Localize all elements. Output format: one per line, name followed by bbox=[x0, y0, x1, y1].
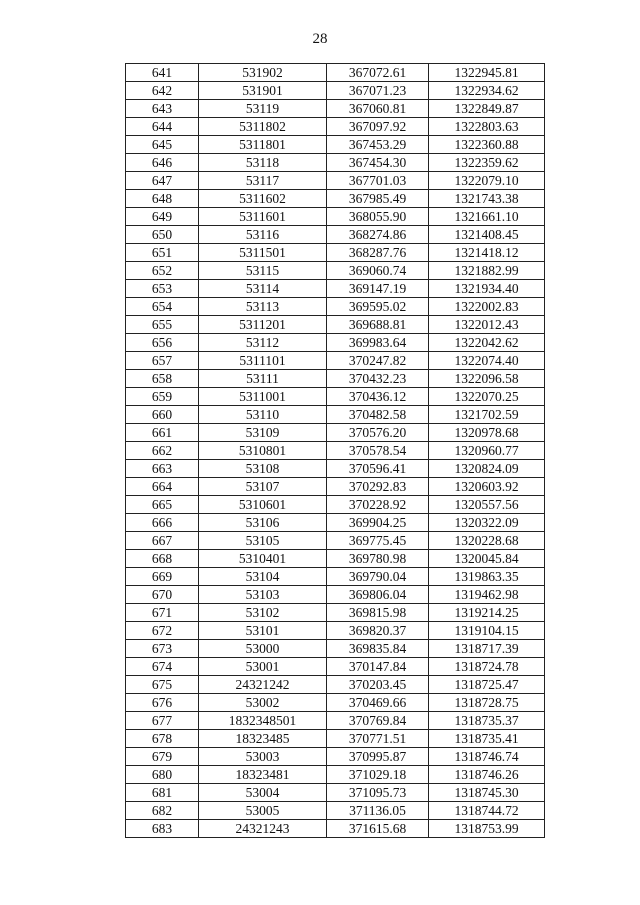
x-coordinate-cell: 368274.86 bbox=[327, 226, 429, 244]
y-coordinate-cell: 1322002.83 bbox=[429, 298, 545, 316]
x-coordinate-cell: 369904.25 bbox=[327, 514, 429, 532]
point-id-cell: 5311802 bbox=[199, 118, 327, 136]
y-coordinate-cell: 1319104.15 bbox=[429, 622, 545, 640]
row-number-cell: 671 bbox=[126, 604, 199, 622]
y-coordinate-cell: 1318745.30 bbox=[429, 784, 545, 802]
x-coordinate-cell: 368055.90 bbox=[327, 208, 429, 226]
y-coordinate-cell: 1322360.88 bbox=[429, 136, 545, 154]
table-row bbox=[126, 784, 545, 802]
row-number-cell: 647 bbox=[126, 172, 199, 190]
point-id-cell: 53002 bbox=[199, 694, 327, 712]
x-coordinate-cell: 369595.02 bbox=[327, 298, 429, 316]
y-coordinate-cell: 1318725.47 bbox=[429, 676, 545, 694]
row-number-cell: 643 bbox=[126, 100, 199, 118]
table-row bbox=[126, 514, 545, 532]
y-coordinate-cell: 1322042.62 bbox=[429, 334, 545, 352]
x-coordinate-cell: 370203.45 bbox=[327, 676, 429, 694]
x-coordinate-cell: 371029.18 bbox=[327, 766, 429, 784]
y-coordinate-cell: 1322070.25 bbox=[429, 388, 545, 406]
x-coordinate-cell: 371136.05 bbox=[327, 802, 429, 820]
y-coordinate-cell: 1320603.92 bbox=[429, 478, 545, 496]
x-coordinate-cell: 370228.92 bbox=[327, 496, 429, 514]
x-coordinate-cell: 369815.98 bbox=[327, 604, 429, 622]
point-id-cell: 53106 bbox=[199, 514, 327, 532]
point-id-cell: 53116 bbox=[199, 226, 327, 244]
x-coordinate-cell: 368287.76 bbox=[327, 244, 429, 262]
y-coordinate-cell: 1321743.38 bbox=[429, 190, 545, 208]
point-id-cell: 5310401 bbox=[199, 550, 327, 568]
point-id-cell: 53001 bbox=[199, 658, 327, 676]
row-number-cell: 652 bbox=[126, 262, 199, 280]
y-coordinate-cell: 1319462.98 bbox=[429, 586, 545, 604]
point-id-cell: 53108 bbox=[199, 460, 327, 478]
x-coordinate-cell: 370147.84 bbox=[327, 658, 429, 676]
table-row bbox=[126, 370, 545, 388]
row-number-cell: 646 bbox=[126, 154, 199, 172]
x-coordinate-cell: 370469.66 bbox=[327, 694, 429, 712]
y-coordinate-cell: 1318735.41 bbox=[429, 730, 545, 748]
point-id-cell: 531901 bbox=[199, 82, 327, 100]
table-row bbox=[126, 604, 545, 622]
row-number-cell: 641 bbox=[126, 64, 199, 82]
y-coordinate-cell: 1318728.75 bbox=[429, 694, 545, 712]
table-row bbox=[126, 154, 545, 172]
row-number-cell: 644 bbox=[126, 118, 199, 136]
x-coordinate-cell: 367060.81 bbox=[327, 100, 429, 118]
point-id-cell: 53107 bbox=[199, 478, 327, 496]
y-coordinate-cell: 1321418.12 bbox=[429, 244, 545, 262]
x-coordinate-cell: 369688.81 bbox=[327, 316, 429, 334]
row-number-cell: 655 bbox=[126, 316, 199, 334]
table-row bbox=[126, 766, 545, 784]
point-id-cell: 53005 bbox=[199, 802, 327, 820]
row-number-cell: 678 bbox=[126, 730, 199, 748]
x-coordinate-cell: 367985.49 bbox=[327, 190, 429, 208]
coordinates-table bbox=[125, 63, 545, 838]
page-number: 28 bbox=[312, 31, 328, 47]
table-row bbox=[126, 334, 545, 352]
y-coordinate-cell: 1322359.62 bbox=[429, 154, 545, 172]
x-coordinate-cell: 370436.12 bbox=[327, 388, 429, 406]
y-coordinate-cell: 1320322.09 bbox=[429, 514, 545, 532]
point-id-cell: 53101 bbox=[199, 622, 327, 640]
table-row bbox=[126, 298, 545, 316]
coordinates-table-body bbox=[126, 64, 545, 838]
table-row bbox=[126, 406, 545, 424]
y-coordinate-cell: 1319214.25 bbox=[429, 604, 545, 622]
table-row bbox=[126, 442, 545, 460]
table-row bbox=[126, 190, 545, 208]
point-id-cell: 1832348501 bbox=[199, 712, 327, 730]
table-row bbox=[126, 262, 545, 280]
x-coordinate-cell: 369060.74 bbox=[327, 262, 429, 280]
table-row bbox=[126, 208, 545, 226]
x-coordinate-cell: 371615.68 bbox=[327, 820, 429, 838]
x-coordinate-cell: 367071.23 bbox=[327, 82, 429, 100]
point-id-cell: 5311801 bbox=[199, 136, 327, 154]
x-coordinate-cell: 369147.19 bbox=[327, 280, 429, 298]
y-coordinate-cell: 1320824.09 bbox=[429, 460, 545, 478]
row-number-cell: 683 bbox=[126, 820, 199, 838]
point-id-cell: 18323481 bbox=[199, 766, 327, 784]
y-coordinate-cell: 1321882.99 bbox=[429, 262, 545, 280]
y-coordinate-cell: 1318735.37 bbox=[429, 712, 545, 730]
table-row bbox=[126, 100, 545, 118]
table-row bbox=[126, 316, 545, 334]
table-row bbox=[126, 226, 545, 244]
point-id-cell: 24321242 bbox=[199, 676, 327, 694]
row-number-cell: 648 bbox=[126, 190, 199, 208]
table-row bbox=[126, 64, 545, 82]
table-row bbox=[126, 136, 545, 154]
row-number-cell: 667 bbox=[126, 532, 199, 550]
table-row bbox=[126, 172, 545, 190]
point-id-cell: 5311501 bbox=[199, 244, 327, 262]
row-number-cell: 676 bbox=[126, 694, 199, 712]
y-coordinate-cell: 1318746.26 bbox=[429, 766, 545, 784]
point-id-cell: 53119 bbox=[199, 100, 327, 118]
point-id-cell: 53103 bbox=[199, 586, 327, 604]
point-id-cell: 53004 bbox=[199, 784, 327, 802]
y-coordinate-cell: 1322096.58 bbox=[429, 370, 545, 388]
x-coordinate-cell: 370769.84 bbox=[327, 712, 429, 730]
row-number-cell: 658 bbox=[126, 370, 199, 388]
row-number-cell: 668 bbox=[126, 550, 199, 568]
point-id-cell: 24321243 bbox=[199, 820, 327, 838]
table-row bbox=[126, 352, 545, 370]
row-number-cell: 654 bbox=[126, 298, 199, 316]
row-number-cell: 656 bbox=[126, 334, 199, 352]
point-id-cell: 531902 bbox=[199, 64, 327, 82]
point-id-cell: 53110 bbox=[199, 406, 327, 424]
y-coordinate-cell: 1318744.72 bbox=[429, 802, 545, 820]
x-coordinate-cell: 367453.29 bbox=[327, 136, 429, 154]
point-id-cell: 53115 bbox=[199, 262, 327, 280]
y-coordinate-cell: 1321661.10 bbox=[429, 208, 545, 226]
x-coordinate-cell: 369780.98 bbox=[327, 550, 429, 568]
point-id-cell: 53003 bbox=[199, 748, 327, 766]
point-id-cell: 53118 bbox=[199, 154, 327, 172]
row-number-cell: 666 bbox=[126, 514, 199, 532]
table-row bbox=[126, 568, 545, 586]
point-id-cell: 53112 bbox=[199, 334, 327, 352]
y-coordinate-cell: 1318746.74 bbox=[429, 748, 545, 766]
table-row bbox=[126, 244, 545, 262]
table-row bbox=[126, 478, 545, 496]
y-coordinate-cell: 1318724.78 bbox=[429, 658, 545, 676]
x-coordinate-cell: 370247.82 bbox=[327, 352, 429, 370]
point-id-cell: 53109 bbox=[199, 424, 327, 442]
row-number-cell: 642 bbox=[126, 82, 199, 100]
y-coordinate-cell: 1320557.56 bbox=[429, 496, 545, 514]
row-number-cell: 662 bbox=[126, 442, 199, 460]
y-coordinate-cell: 1322074.40 bbox=[429, 352, 545, 370]
table-row bbox=[126, 424, 545, 442]
x-coordinate-cell: 369775.45 bbox=[327, 532, 429, 550]
row-number-cell: 649 bbox=[126, 208, 199, 226]
row-number-cell: 663 bbox=[126, 460, 199, 478]
y-coordinate-cell: 1321934.40 bbox=[429, 280, 545, 298]
y-coordinate-cell: 1320978.68 bbox=[429, 424, 545, 442]
y-coordinate-cell: 1322945.81 bbox=[429, 64, 545, 82]
x-coordinate-cell: 370596.41 bbox=[327, 460, 429, 478]
row-number-cell: 679 bbox=[126, 748, 199, 766]
point-id-cell: 53117 bbox=[199, 172, 327, 190]
y-coordinate-cell: 1322934.62 bbox=[429, 82, 545, 100]
point-id-cell: 5311601 bbox=[199, 208, 327, 226]
table-row bbox=[126, 460, 545, 478]
x-coordinate-cell: 370995.87 bbox=[327, 748, 429, 766]
point-id-cell: 5311602 bbox=[199, 190, 327, 208]
row-number-cell: 650 bbox=[126, 226, 199, 244]
row-number-cell: 657 bbox=[126, 352, 199, 370]
table-row bbox=[126, 802, 545, 820]
y-coordinate-cell: 1319863.35 bbox=[429, 568, 545, 586]
point-id-cell: 53105 bbox=[199, 532, 327, 550]
row-number-cell: 681 bbox=[126, 784, 199, 802]
x-coordinate-cell: 370482.58 bbox=[327, 406, 429, 424]
x-coordinate-cell: 369806.04 bbox=[327, 586, 429, 604]
table-row bbox=[126, 280, 545, 298]
row-number-cell: 682 bbox=[126, 802, 199, 820]
point-id-cell: 53000 bbox=[199, 640, 327, 658]
x-coordinate-cell: 370578.54 bbox=[327, 442, 429, 460]
y-coordinate-cell: 1322012.43 bbox=[429, 316, 545, 334]
table-row bbox=[126, 388, 545, 406]
table-row bbox=[126, 748, 545, 766]
y-coordinate-cell: 1321408.45 bbox=[429, 226, 545, 244]
x-coordinate-cell: 369983.64 bbox=[327, 334, 429, 352]
table-row bbox=[126, 676, 545, 694]
point-id-cell: 5311201 bbox=[199, 316, 327, 334]
table-row bbox=[126, 550, 545, 568]
x-coordinate-cell: 369790.04 bbox=[327, 568, 429, 586]
table-row bbox=[126, 82, 545, 100]
x-coordinate-cell: 370432.23 bbox=[327, 370, 429, 388]
point-id-cell: 5310601 bbox=[199, 496, 327, 514]
point-id-cell: 53113 bbox=[199, 298, 327, 316]
row-number-cell: 660 bbox=[126, 406, 199, 424]
y-coordinate-cell: 1322079.10 bbox=[429, 172, 545, 190]
x-coordinate-cell: 370292.83 bbox=[327, 478, 429, 496]
table-row bbox=[126, 820, 545, 838]
row-number-cell: 659 bbox=[126, 388, 199, 406]
x-coordinate-cell: 371095.73 bbox=[327, 784, 429, 802]
x-coordinate-cell: 370771.51 bbox=[327, 730, 429, 748]
row-number-cell: 673 bbox=[126, 640, 199, 658]
row-number-cell: 675 bbox=[126, 676, 199, 694]
row-number-cell: 653 bbox=[126, 280, 199, 298]
table-row bbox=[126, 694, 545, 712]
y-coordinate-cell: 1320960.77 bbox=[429, 442, 545, 460]
y-coordinate-cell: 1320045.84 bbox=[429, 550, 545, 568]
point-id-cell: 53102 bbox=[199, 604, 327, 622]
table-row bbox=[126, 586, 545, 604]
row-number-cell: 664 bbox=[126, 478, 199, 496]
x-coordinate-cell: 369820.37 bbox=[327, 622, 429, 640]
point-id-cell: 5311001 bbox=[199, 388, 327, 406]
row-number-cell: 651 bbox=[126, 244, 199, 262]
x-coordinate-cell: 370576.20 bbox=[327, 424, 429, 442]
row-number-cell: 674 bbox=[126, 658, 199, 676]
table-row bbox=[126, 658, 545, 676]
y-coordinate-cell: 1318753.99 bbox=[429, 820, 545, 838]
row-number-cell: 672 bbox=[126, 622, 199, 640]
y-coordinate-cell: 1320228.68 bbox=[429, 532, 545, 550]
point-id-cell: 5311101 bbox=[199, 352, 327, 370]
point-id-cell: 53104 bbox=[199, 568, 327, 586]
table-row bbox=[126, 496, 545, 514]
table-row bbox=[126, 622, 545, 640]
row-number-cell: 669 bbox=[126, 568, 199, 586]
table-row bbox=[126, 118, 545, 136]
x-coordinate-cell: 367097.92 bbox=[327, 118, 429, 136]
table-row bbox=[126, 640, 545, 658]
x-coordinate-cell: 369835.84 bbox=[327, 640, 429, 658]
x-coordinate-cell: 367701.03 bbox=[327, 172, 429, 190]
point-id-cell: 53111 bbox=[199, 370, 327, 388]
table-row bbox=[126, 730, 545, 748]
y-coordinate-cell: 1318717.39 bbox=[429, 640, 545, 658]
row-number-cell: 661 bbox=[126, 424, 199, 442]
table-row bbox=[126, 532, 545, 550]
y-coordinate-cell: 1322849.87 bbox=[429, 100, 545, 118]
y-coordinate-cell: 1321702.59 bbox=[429, 406, 545, 424]
point-id-cell: 5310801 bbox=[199, 442, 327, 460]
row-number-cell: 680 bbox=[126, 766, 199, 784]
x-coordinate-cell: 367454.30 bbox=[327, 154, 429, 172]
row-number-cell: 670 bbox=[126, 586, 199, 604]
point-id-cell: 53114 bbox=[199, 280, 327, 298]
row-number-cell: 677 bbox=[126, 712, 199, 730]
y-coordinate-cell: 1322803.63 bbox=[429, 118, 545, 136]
row-number-cell: 665 bbox=[126, 496, 199, 514]
table-row bbox=[126, 712, 545, 730]
row-number-cell: 645 bbox=[126, 136, 199, 154]
x-coordinate-cell: 367072.61 bbox=[327, 64, 429, 82]
point-id-cell: 18323485 bbox=[199, 730, 327, 748]
